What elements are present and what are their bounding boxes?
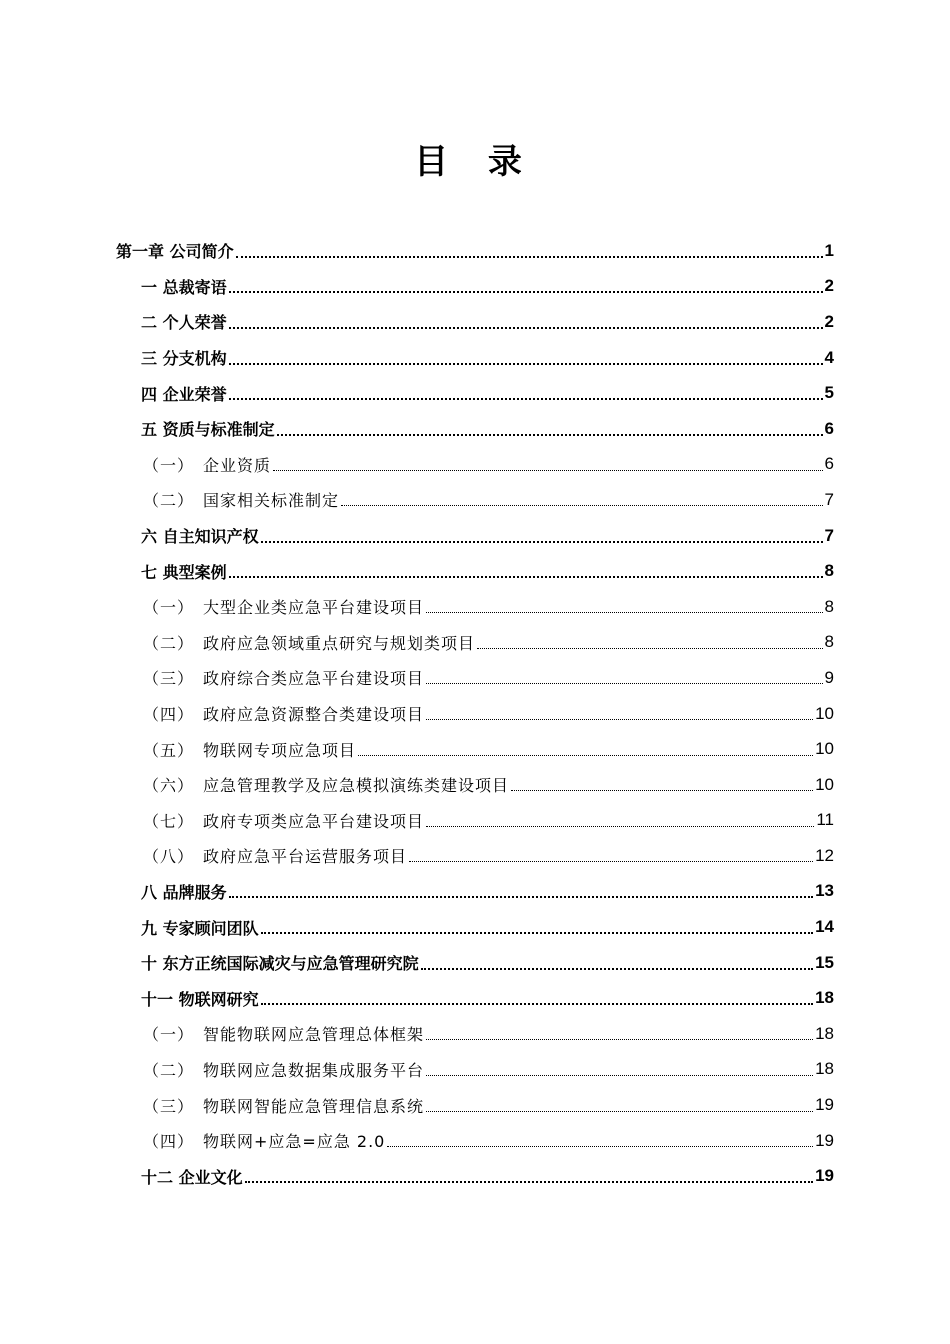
toc-entry-page-number: 18 bbox=[815, 1023, 834, 1043]
toc-entry-marker: （六） bbox=[143, 776, 195, 796]
dot-leader bbox=[236, 256, 823, 258]
dot-leader bbox=[426, 612, 823, 613]
dot-leader bbox=[229, 363, 823, 365]
toc-entry-page-number: 8 bbox=[824, 632, 834, 652]
toc-entry-text: 政府专项类应急平台建设项目 bbox=[203, 811, 425, 831]
toc-entry-page-number: 19 bbox=[815, 1166, 834, 1186]
dot-leader bbox=[229, 291, 823, 293]
toc-entry-label bbox=[141, 346, 227, 369]
toc-entry-text: 四 企业荣誉 bbox=[141, 384, 227, 404]
toc-entry-text: 二 个人荣誉 bbox=[141, 313, 227, 333]
toc-entry-label bbox=[143, 738, 356, 761]
toc-entry-marker: （一） bbox=[143, 598, 195, 618]
dot-leader bbox=[358, 755, 813, 756]
toc-entry-text: 物联网+应急=应急 2.0 bbox=[203, 1132, 386, 1152]
toc-section-entry[interactable] bbox=[0, 1158, 950, 1194]
toc-subentry[interactable] bbox=[0, 838, 950, 874]
toc-entry-marker: （五） bbox=[143, 740, 195, 760]
dot-leader bbox=[261, 541, 823, 543]
dot-leader bbox=[261, 1003, 814, 1005]
toc-entry-label bbox=[141, 880, 227, 903]
toc-entry-page-number: 8 bbox=[824, 596, 834, 616]
toc-section-entry[interactable] bbox=[0, 304, 950, 340]
toc-section-entry[interactable] bbox=[0, 980, 950, 1016]
toc-entry-page-number: 11 bbox=[816, 810, 834, 830]
toc-entry-text: 三 分支机构 bbox=[141, 349, 227, 369]
toc-entry-label bbox=[143, 666, 424, 689]
toc-entry-label bbox=[143, 702, 424, 725]
toc-entry-marker: （二） bbox=[143, 633, 195, 653]
toc-entry-marker: （四） bbox=[143, 705, 195, 725]
toc-entry-marker: （一） bbox=[143, 1025, 195, 1045]
toc-subentry[interactable] bbox=[0, 660, 950, 696]
dot-leader bbox=[341, 505, 823, 506]
toc-entry-label bbox=[141, 560, 227, 583]
toc-entry-page-number: 19 bbox=[815, 1095, 834, 1115]
toc-section-entry[interactable] bbox=[0, 945, 950, 981]
toc-entry-page-number: 14 bbox=[815, 917, 834, 937]
toc-entry-marker: （一） bbox=[143, 455, 195, 475]
toc-subentry[interactable] bbox=[0, 625, 950, 661]
toc-entry-label bbox=[143, 1058, 424, 1081]
dot-leader bbox=[273, 470, 823, 471]
toc-entry-page-number: 9 bbox=[824, 667, 834, 687]
toc-entry-marker: （八） bbox=[143, 847, 195, 867]
toc-entry-text: 五 资质与标准制定 bbox=[141, 420, 275, 440]
toc-entry-label bbox=[141, 1165, 243, 1188]
toc-subentry[interactable] bbox=[0, 1052, 950, 1088]
toc-entry-page-number: 4 bbox=[824, 347, 834, 367]
dot-leader bbox=[229, 327, 823, 329]
dot-leader bbox=[277, 434, 823, 436]
toc-entry-marker: （三） bbox=[143, 669, 195, 689]
toc-chapter-entry[interactable] bbox=[0, 233, 950, 269]
toc-entry-text: 一 总裁寄语 bbox=[141, 277, 227, 297]
toc-subentry[interactable] bbox=[0, 767, 950, 803]
toc-entry-text: 政府综合类应急平台建设项目 bbox=[203, 669, 425, 689]
toc-entry-text: 九 专家顾问团队 bbox=[141, 918, 259, 938]
toc-subentry[interactable] bbox=[0, 696, 950, 732]
toc-section-entry[interactable] bbox=[0, 909, 950, 945]
toc-entry-marker: （三） bbox=[143, 1096, 195, 1116]
toc-entry-text: 应急管理教学及应急模拟演练类建设项目 bbox=[203, 776, 510, 796]
dot-leader bbox=[426, 719, 813, 720]
toc-entry-text: 大型企业类应急平台建设项目 bbox=[203, 598, 425, 618]
toc-entry-text: 物联网智能应急管理信息系统 bbox=[203, 1096, 425, 1116]
dot-leader bbox=[229, 398, 823, 400]
toc-entry-page-number: 18 bbox=[815, 1059, 834, 1079]
dot-leader bbox=[426, 826, 814, 827]
toc-entry-label bbox=[143, 1022, 424, 1045]
toc-entry-label bbox=[141, 382, 227, 405]
toc-entry-page-number: 19 bbox=[815, 1130, 834, 1150]
toc-entry-page-number: 8 bbox=[824, 561, 834, 581]
toc-entry-page-number: 13 bbox=[815, 881, 834, 901]
toc-entry-text: 智能物联网应急管理总体框架 bbox=[203, 1025, 425, 1045]
dot-leader bbox=[229, 576, 823, 578]
toc-entry-label bbox=[143, 773, 509, 796]
toc-entry-text: 十二 企业文化 bbox=[141, 1167, 243, 1187]
toc-entry-page-number: 10 bbox=[815, 739, 834, 759]
toc-section-entry[interactable] bbox=[0, 874, 950, 910]
toc-subentry[interactable] bbox=[0, 589, 950, 625]
toc-entry-label bbox=[143, 488, 339, 511]
toc-entry-page-number: 12 bbox=[815, 845, 834, 865]
dot-leader bbox=[426, 683, 823, 684]
toc-entry-text: 十 东方正统国际减灾与应急管理研究院 bbox=[141, 954, 419, 974]
toc-entry-text: 十一 物联网研究 bbox=[141, 989, 259, 1009]
toc-section-entry[interactable] bbox=[0, 375, 950, 411]
toc-entry-text: 政府应急资源整合类建设项目 bbox=[203, 705, 425, 725]
toc-entry-label bbox=[143, 809, 424, 832]
toc-entry-page-number: 15 bbox=[815, 952, 834, 972]
toc-entry-text: 八 品牌服务 bbox=[141, 882, 227, 902]
toc-entry-page-number: 2 bbox=[824, 276, 834, 296]
toc-entry-page-number: 1 bbox=[824, 240, 834, 260]
toc-subentry[interactable] bbox=[0, 482, 950, 518]
toc-entry-label bbox=[141, 310, 227, 333]
toc-subentry[interactable] bbox=[0, 447, 950, 483]
toc-entry-label bbox=[143, 844, 407, 867]
dot-leader bbox=[387, 1146, 813, 1147]
dot-leader bbox=[477, 648, 823, 649]
toc-entry-text: 物联网应急数据集成服务平台 bbox=[203, 1060, 425, 1080]
table-of-contents bbox=[0, 233, 950, 1194]
dot-leader bbox=[426, 1111, 813, 1112]
toc-entry-label bbox=[141, 987, 259, 1010]
dot-leader bbox=[409, 861, 813, 862]
toc-entry-marker: （七） bbox=[143, 811, 195, 831]
toc-entry-label bbox=[141, 951, 419, 974]
toc-entry-label bbox=[143, 1094, 424, 1117]
dot-leader bbox=[426, 1039, 813, 1040]
toc-entry-label bbox=[141, 524, 259, 547]
dot-leader bbox=[245, 1181, 814, 1183]
toc-entry-page-number: 10 bbox=[815, 774, 834, 794]
toc-subentry[interactable] bbox=[0, 1016, 950, 1052]
toc-subentry[interactable] bbox=[0, 731, 950, 767]
toc-entry-label bbox=[143, 631, 475, 654]
page-title: 目 录 bbox=[414, 142, 536, 182]
toc-entry-page-number: 6 bbox=[824, 454, 834, 474]
toc-entry-page-number: 5 bbox=[824, 383, 834, 403]
toc-entry-page-number: 7 bbox=[824, 489, 834, 509]
toc-entry-marker: （二） bbox=[143, 491, 195, 511]
toc-entry-text: 政府应急领域重点研究与规划类项目 bbox=[203, 633, 476, 653]
toc-section-entry[interactable] bbox=[0, 269, 950, 305]
toc-entry-marker: （二） bbox=[143, 1060, 195, 1080]
toc-section-entry[interactable] bbox=[0, 340, 950, 376]
toc-entry-text: 国家相关标准制定 bbox=[203, 491, 340, 511]
toc-section-entry[interactable] bbox=[0, 553, 950, 589]
toc-entry-label bbox=[143, 595, 424, 618]
toc-entry-page-number: 18 bbox=[815, 988, 834, 1008]
toc-entry-text: 七 典型案例 bbox=[141, 562, 227, 582]
toc-entry-marker: （四） bbox=[143, 1132, 195, 1152]
toc-entry-page-number: 7 bbox=[824, 525, 834, 545]
toc-entry-page-number: 2 bbox=[824, 311, 834, 331]
dot-leader bbox=[421, 968, 814, 970]
dot-leader bbox=[426, 1075, 813, 1076]
toc-subentry[interactable] bbox=[0, 1087, 950, 1123]
toc-entry-page-number: 6 bbox=[824, 418, 834, 438]
toc-entry-text: 企业资质 bbox=[203, 455, 272, 475]
toc-section-entry[interactable] bbox=[0, 518, 950, 554]
toc-entry-text: 物联网专项应急项目 bbox=[203, 740, 357, 760]
toc-entry-page-number: 10 bbox=[815, 703, 834, 723]
toc-entry-label bbox=[141, 916, 259, 939]
toc-entry-text: 第一章 公司简介 bbox=[116, 242, 234, 262]
toc-section-entry[interactable] bbox=[0, 411, 950, 447]
dot-leader bbox=[511, 790, 813, 791]
toc-subentry[interactable] bbox=[0, 803, 950, 839]
toc-subentry[interactable] bbox=[0, 1123, 950, 1159]
toc-entry-label bbox=[141, 417, 275, 440]
toc-entry-label bbox=[116, 239, 234, 262]
dot-leader bbox=[229, 896, 814, 898]
toc-entry-label bbox=[141, 275, 227, 298]
dot-leader bbox=[261, 932, 814, 934]
toc-entry-label bbox=[143, 453, 271, 476]
toc-entry-label bbox=[143, 1129, 385, 1152]
toc-entry-text: 六 自主知识产权 bbox=[141, 527, 259, 547]
toc-entry-text: 政府应急平台运营服务项目 bbox=[203, 847, 408, 867]
